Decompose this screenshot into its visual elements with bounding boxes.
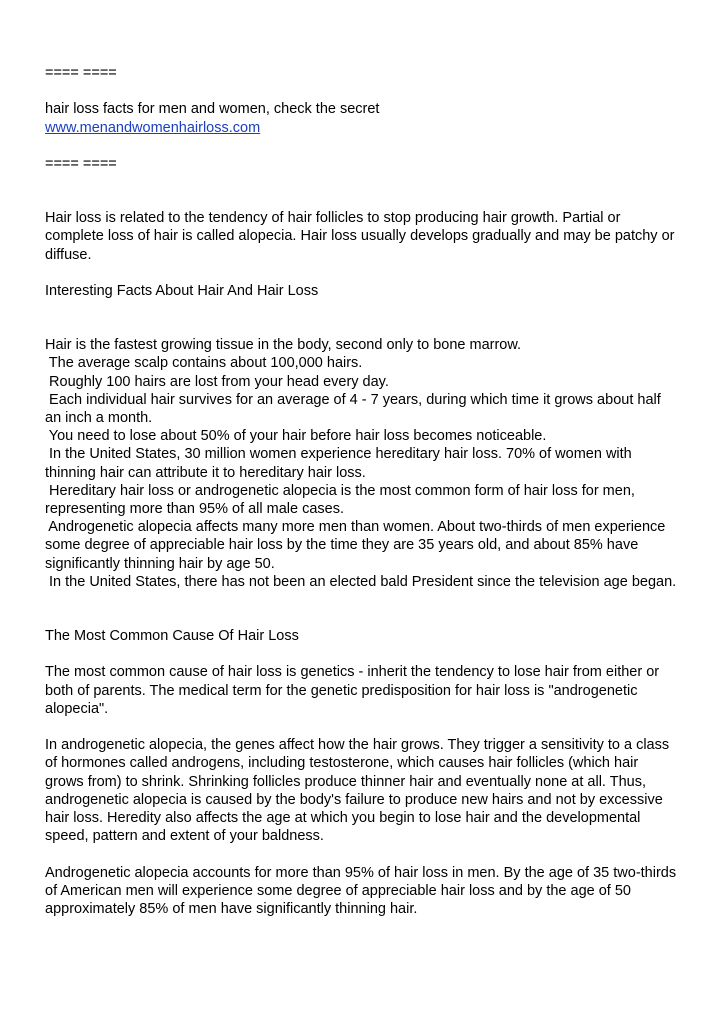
fact-line: Hereditary hair loss or androgenetic alopecia is the most common form of hair loss for men, (45, 482, 635, 499)
paragraph-line: of American men will experience some degree of appreciable hair loss and by the age of 50 (45, 882, 631, 899)
spacer (45, 718, 695, 736)
paragraph-line: of hormones called androgens, including testosterone, which causes hair follicles (which hair (45, 755, 639, 772)
cause-paragraph-1 (45, 663, 695, 718)
fact-line: representing more than 95% of all male cases. (45, 501, 345, 518)
tagline: hair loss facts for men and women, check the secret (45, 101, 380, 118)
fact-line: In the United States, 30 million women experience hereditary hair loss. 70% of women with (45, 446, 632, 463)
fact-line: Hair is the fastest growing tissue in the body, second only to bone marrow. (45, 337, 522, 354)
spacer (45, 82, 695, 100)
cause-paragraph-3 (45, 864, 695, 919)
fact-line: thinning hair can attribute it to hereditary hair loss. (45, 464, 366, 481)
fact-line: You need to lose about 50% of your hair before hair loss becomes noticeable. (45, 428, 547, 445)
paragraph-line: alopecia". (45, 700, 109, 717)
intro-line: Hair loss is related to the tendency of hair follicles to stop producing hair growth. Partial or (45, 210, 621, 227)
intro-line: diffuse. (45, 246, 92, 263)
separator-top: ==== ==== (45, 65, 117, 81)
spacer (45, 591, 695, 627)
fact-line: an inch a month. (45, 410, 153, 426)
intro-line: complete loss of hair is called alopecia. Hair loss usually develops gradually and may be patchy or (45, 228, 675, 245)
paragraph-line: speed, pattern and extent of your baldness. (45, 828, 324, 845)
fact-line: Roughly 100 hairs are lost from your head every day. (45, 373, 389, 390)
paragraph-line: In androgenetic alopecia, the genes affect how the hair grows. They trigger a sensitivity to a class (45, 737, 670, 754)
fact-line: Androgenetic alopecia affects many more men than women. About two-thirds of men experience (45, 519, 666, 536)
intro-paragraph (45, 209, 695, 264)
spacer (45, 137, 695, 155)
paragraph-line: grows from) to shrink. Shrinking follicles produce thinner hair and eventually none at all. Thus, (45, 773, 646, 790)
fact-line: some degree of appreciable hair loss by the time they are 35 years old, and about 85% have (45, 537, 639, 554)
spacer (45, 173, 695, 209)
section-heading-facts: Interesting Facts About Hair And Hair Loss (45, 282, 319, 299)
paragraph-line: Androgenetic alopecia accounts for more than 95% of hair loss in men. By the age of 35 two-thirds (45, 864, 677, 881)
section-heading-cause: The Most Common Cause Of Hair Loss (45, 628, 299, 645)
spacer (45, 264, 695, 282)
fact-line: The average scalp contains about 100,000 hairs. (45, 355, 363, 372)
fact-line: significantly thinning hair by age 50. (45, 555, 275, 572)
paragraph-line: approximately 85% of men have significantly thinning hair. (45, 901, 418, 918)
spacer (45, 300, 695, 336)
website-link[interactable]: www.menandwomenhairloss.com (45, 119, 261, 136)
fact-line: Each individual hair survives for an average of 4 - 7 years, during which time it grows about half (45, 391, 661, 408)
spacer (45, 845, 695, 863)
fact-line: In the United States, there has not been an elected bald President since the television age began. (45, 573, 677, 590)
paragraph-line: hair loss. Heredity also affects the age at which you begin to lose hair and the developmental (45, 810, 641, 827)
paragraph-line: both of parents. The medical term for the genetic predisposition for hair loss is "androgenetic (45, 682, 638, 699)
document-page (45, 64, 695, 918)
cause-paragraph-2 (45, 736, 695, 845)
facts-list (45, 336, 695, 591)
separator-bottom: ==== ==== (45, 155, 117, 172)
paragraph-line: androgenetic alopecia is caused by the body's failure to produce new hairs and not by excessive (45, 791, 663, 808)
paragraph-line: The most common cause of hair loss is genetics - inherit the tendency to lose hair from either or (45, 664, 660, 681)
spacer (45, 645, 695, 663)
